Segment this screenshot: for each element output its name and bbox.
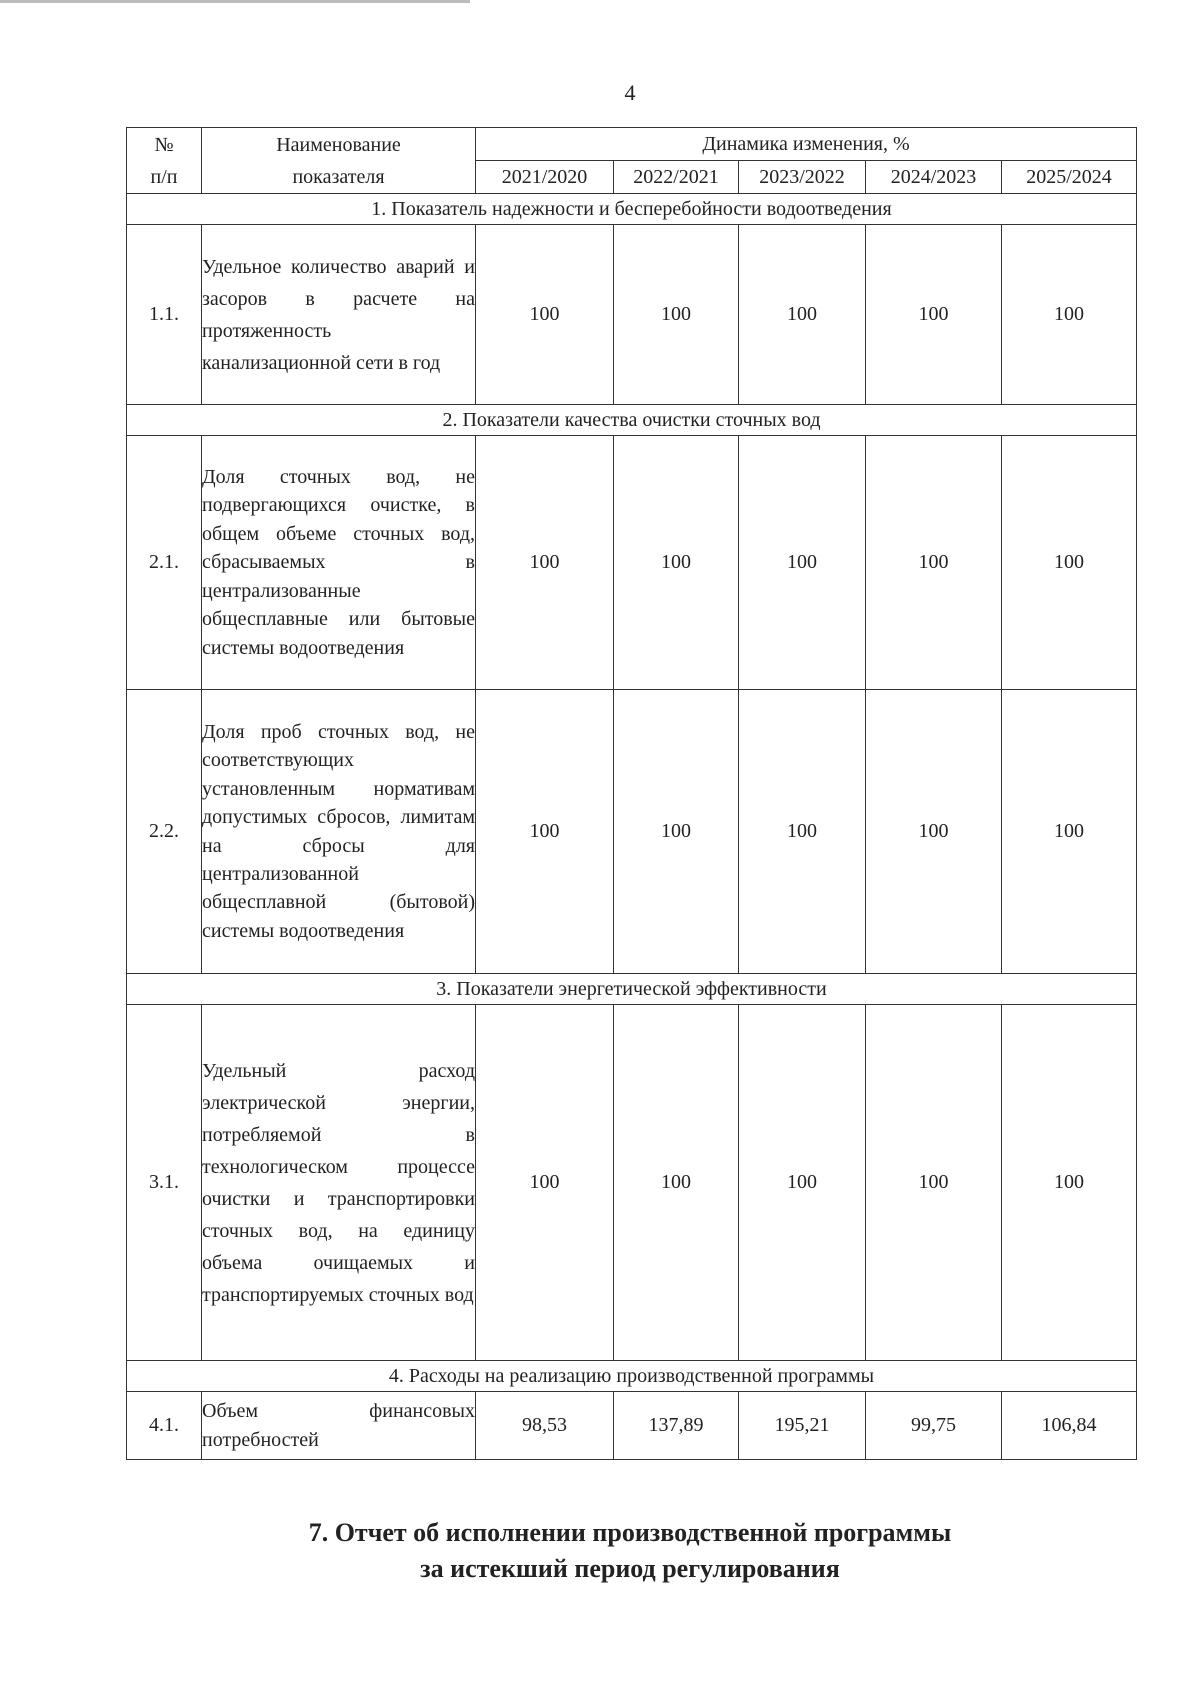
row-value: 137,89 [614, 1392, 739, 1460]
section-7-heading-line2: за истекший период регулирования [420, 1554, 840, 1583]
section-row [127, 194, 1137, 225]
header-year: 2024/2023 [866, 161, 1002, 194]
row-value: 100 [1002, 690, 1137, 974]
row-value: 99,75 [866, 1392, 1002, 1460]
row-indicator-name: Удельное количество аварий и засоров в расчете на протяженность канализационной сети в год [202, 225, 476, 405]
row-value: 98,53 [476, 1392, 614, 1460]
row-value: 100 [739, 436, 866, 690]
row-value: 100 [739, 225, 866, 405]
header-number-line1: № [154, 133, 174, 156]
row-indicator-name: Доля проб сточных вод, не соответствующих установленным нормативам допустимых сбросов, лимитам на сбросы для централизованной общесплавной (бытовой) системы водоотведения [202, 690, 476, 974]
indicators-table [126, 127, 1137, 1460]
row-value: 100 [614, 1005, 739, 1361]
row-indicator-name: Доля сточных вод, не подвергающихся очистке, в общем объеме сточных вод, сбрасываемых в централизованные общесплавные или бытовые системы водоотведения [202, 436, 476, 690]
header-indicator-name [202, 128, 476, 194]
row-value: 195,21 [739, 1392, 866, 1460]
row-value: 100 [614, 225, 739, 405]
row-number: 2.2. [127, 690, 202, 974]
row-value: 100 [866, 225, 1002, 405]
row-indicator-name: Удельный расход электрической энергии, потребляемой в технологическом процессе очистки и транспортировки сточных вод, на единицу объема очищаемых и транспортируемых сточных вод [202, 1005, 476, 1361]
table-row [127, 690, 1137, 974]
section-title: 3. Показатели энергетической эффективности [127, 974, 1137, 1005]
header-year: 2023/2022 [739, 161, 866, 194]
header-year: 2025/2024 [1002, 161, 1137, 194]
row-value: 100 [476, 225, 614, 405]
section-title: 2. Показатели качества очистки сточных вод [127, 405, 1137, 436]
table-row [127, 225, 1137, 405]
row-value: 100 [614, 690, 739, 974]
row-number: 1.1. [127, 225, 202, 405]
row-value: 100 [739, 690, 866, 974]
table-row [127, 1392, 1137, 1460]
row-value: 100 [1002, 436, 1137, 690]
row-number: 4.1. [127, 1392, 202, 1460]
section-title: 1. Показатель надежности и бесперебойности водоотведения [127, 194, 1137, 225]
header-number [127, 128, 202, 194]
header-dynamics: Динамика изменения, % [476, 128, 1137, 161]
section-title: 4. Расходы на реализацию производственной программы [127, 1361, 1137, 1392]
section-7-heading [0, 1515, 1200, 1587]
table-row [127, 1005, 1137, 1361]
table-header-row [127, 128, 1137, 161]
row-value: 100 [476, 1005, 614, 1361]
row-value: 100 [866, 436, 1002, 690]
row-value: 100 [1002, 225, 1137, 405]
header-year: 2022/2021 [614, 161, 739, 194]
row-value: 100 [866, 1005, 1002, 1361]
header-name-line1: Наименование [276, 133, 401, 156]
section-row [127, 974, 1137, 1005]
page-number: 4 [624, 80, 636, 105]
row-value: 100 [1002, 1005, 1137, 1361]
top-edge-rule [0, 0, 470, 3]
header-name-line2: показателя [292, 165, 385, 188]
row-value: 100 [614, 436, 739, 690]
row-value: 100 [866, 690, 1002, 974]
table-row [127, 436, 1137, 690]
row-value: 100 [739, 1005, 866, 1361]
row-value: 106,84 [1002, 1392, 1137, 1460]
row-indicator-name: Объем финансовых потребностей [202, 1392, 476, 1460]
header-year: 2021/2020 [476, 161, 614, 194]
header-number-line2: п/п [150, 165, 178, 188]
row-value: 100 [476, 690, 614, 974]
section-7-heading-line1: 7. Отчет об исполнении производственной программы [308, 1518, 952, 1547]
section-row [127, 405, 1137, 436]
row-number: 2.1. [127, 436, 202, 690]
row-number: 3.1. [127, 1005, 202, 1361]
row-value: 100 [476, 436, 614, 690]
section-row [127, 1361, 1137, 1392]
